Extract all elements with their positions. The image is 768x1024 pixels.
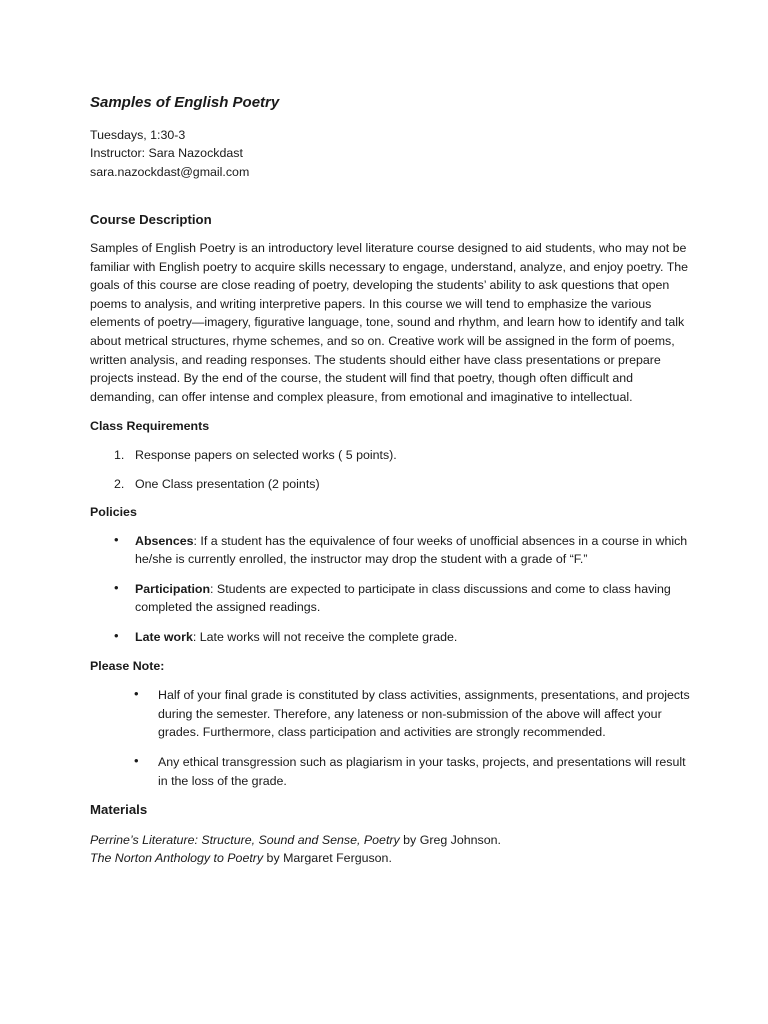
materials-heading: Materials — [90, 802, 148, 818]
policy-text: : Late works will not receive the complete grade. — [192, 630, 458, 645]
list-item-text: Response papers on selected works ( 5 points). — [135, 447, 397, 462]
materials-section — [90, 801, 690, 868]
policies-section — [90, 503, 690, 647]
material-item — [90, 849, 690, 868]
list-item — [90, 580, 690, 617]
policies-heading: Policies — [90, 505, 137, 520]
please-note-section — [90, 657, 690, 791]
list-item — [90, 532, 690, 569]
policy-text: : Students are expected to participate in class discussions and come to class having completed the assigned readings. — [135, 581, 671, 615]
course-info — [90, 126, 690, 182]
bullet-icon: • — [134, 686, 139, 702]
note-text: Any ethical transgression such as plagiarism in your tasks, projects, and presentations will result in the loss of the grade. — [158, 755, 686, 788]
list-item-text: One Class presentation (2 points) — [135, 476, 320, 491]
requirements-list — [90, 446, 690, 493]
bullet-icon: • — [114, 579, 119, 595]
list-item — [90, 475, 690, 494]
class-requirements-heading: Class Requirements — [90, 419, 210, 434]
schedule-text: Tuesdays, 1:30-3 — [90, 127, 186, 142]
list-number: 2. — [114, 476, 125, 491]
bullet-icon: • — [134, 753, 139, 769]
policy-term: Late work — [135, 630, 193, 645]
list-item — [90, 628, 690, 647]
course-description-section — [90, 211, 690, 406]
material-item — [90, 831, 690, 850]
list-item — [90, 686, 690, 742]
list-item — [90, 446, 690, 465]
class-requirements-section — [90, 417, 690, 493]
book-title: The Norton Anthology to Poetry — [90, 851, 264, 866]
please-note-list — [90, 686, 690, 790]
bullet-icon: • — [114, 531, 119, 547]
bullet-icon: • — [114, 628, 119, 644]
book-author: by Greg Johnson. — [399, 832, 501, 847]
instructor-text: Instructor: Sara Nazockdast — [90, 146, 243, 161]
list-number: 1. — [114, 447, 125, 462]
policy-text: : If a student has the equivalence of four weeks of unofficial absences in a course in which he/she is currently enrolled, the instructor may drop the student with a grade of “F.” — [135, 533, 688, 567]
instructor-email: sara.nazockdast@gmail.com — [90, 164, 250, 179]
course-description-body: Samples of English Poetry is an introductory level literature course designed to aid students, who may not be familiar with English poetry to acquire skills necessary to engage, understand, analyze, and enjoy poetry. The goals of this course are close reading of poetry, developing the students’ ability to ask questions that open poems to analysis, and writing interpretive papers. In this course we will tend to emphasize the various elements of poetry—imagery, figurative language, tone, sound and rhythm, and learn how to identify and talk about metrical structures, rhyme schemes, and so on. Creative work will be assigned in the form of poems, written analysis, and reading responses. The students should either have class presentations or prepare projects instead. By the end of the course, the student will find that poetry, though often difficult and demanding, can offer intense and complex pleasure, from emotional and imaginative to intellectual. — [90, 240, 689, 404]
syllabus-page — [90, 94, 690, 868]
policy-term: Participation — [135, 581, 211, 596]
course-description-heading: Course Description — [90, 212, 212, 228]
policy-term: Absences — [135, 533, 194, 548]
please-note-heading: Please Note: — [90, 658, 165, 673]
list-item — [90, 753, 690, 790]
book-title: Perrine’s Literature: Structure, Sound and Sense, Poetry — [90, 832, 400, 847]
note-text: Half of your final grade is constituted by class activities, assignments, presentations, and projects during the semester. Therefore, any lateness or non-submission of the above will affect your grades. Furthermore, class participation and activities are strongly recommended. — [158, 688, 690, 740]
policies-list — [90, 532, 690, 647]
document-title: Samples of English Poetry — [90, 94, 280, 111]
book-author: by Margaret Ferguson. — [263, 851, 392, 866]
